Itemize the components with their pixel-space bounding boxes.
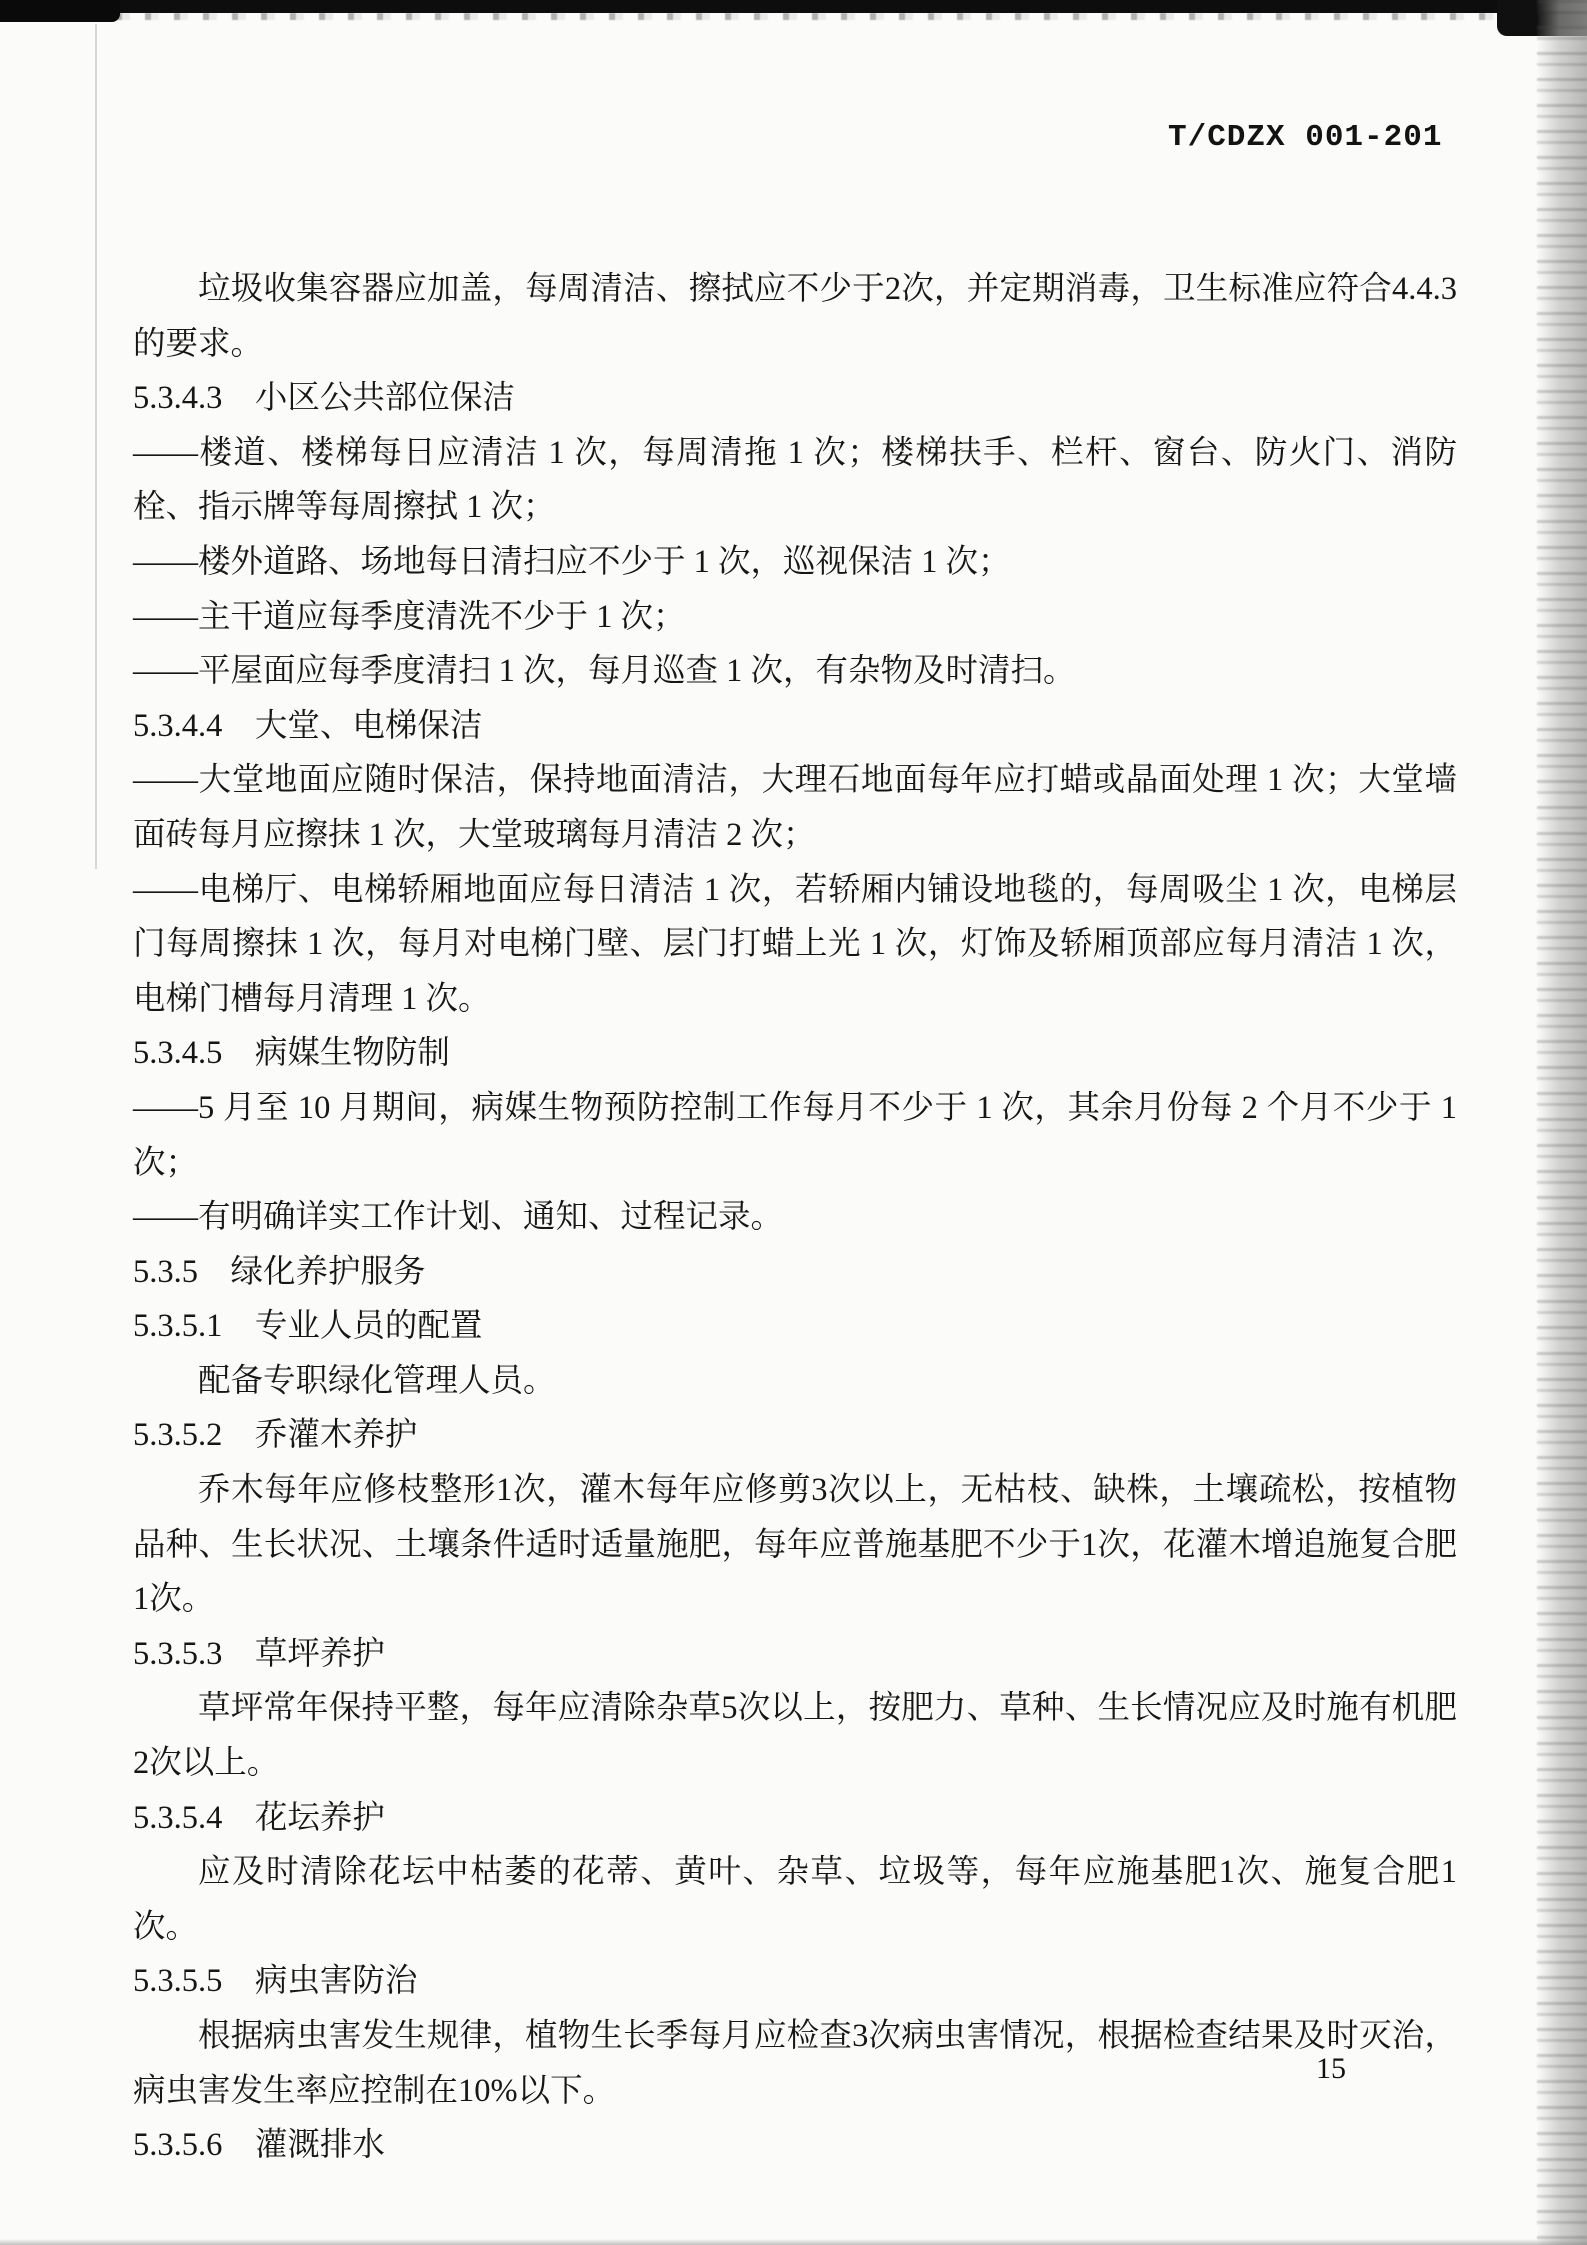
document-body bbox=[133, 262, 1457, 2173]
paragraph: 垃圾收集容器应加盖，每周清洁、擦拭应不少于2次，并定期消毒，卫生标准应符合4.4.3的要求。 bbox=[133, 271, 1457, 362]
paragraph: 应及时清除花坛中枯萎的花蒂、黄叶、杂草、垃圾等，每年应施基肥1次、施复合肥1次。 bbox=[133, 1854, 1457, 1945]
section-heading: 5.3.4.3 小区公共部位保洁 bbox=[133, 380, 515, 417]
paragraph: 配备专职绿化管理人员。 bbox=[198, 1362, 556, 1399]
section-heading: 5.3.5.2 乔灌木养护 bbox=[133, 1417, 418, 1454]
section-heading: 5.3.5.1 专业人员的配置 bbox=[133, 1308, 483, 1345]
section-heading: 5.3.5.6 灌溉排水 bbox=[133, 2127, 385, 2164]
paragraph: ——电梯厅、电梯轿厢地面应每日清洁 1 次，若轿厢内铺设地毯的，每周吸尘 1 次，电梯层门每周擦抹 1 次，每月对电梯门壁、层门打蜡上光 1 次，灯饰及轿厢顶部应每月清洁 1 次，电梯门槽每月清理 1 次。 bbox=[133, 871, 1457, 1017]
scan-top-left-corner-mark bbox=[0, 0, 120, 22]
paragraph: ——5 月至 10 月期间，病媒生物预防控制工作每月不少于 1 次，其余月份每 2 个月不少于 1 次； bbox=[133, 1089, 1457, 1181]
scan-right-edge-band bbox=[1537, 0, 1587, 2245]
page-number: 15 bbox=[1316, 2052, 1346, 2085]
paragraph: ——平屋面应每季度清扫 1 次，每月巡查 1 次，有杂物及时清扫。 bbox=[133, 653, 1076, 690]
paragraph: ——楼道、楼梯每日应清洁 1 次，每周清拖 1 次；楼梯扶手、栏杆、窗台、防火门、消防栓、指示牌等每周擦拭 1 次； bbox=[133, 434, 1457, 526]
section-heading: 5.3.5 绿化养护服务 bbox=[133, 1253, 426, 1290]
standard-number: T/CDZX 001-201 bbox=[1168, 120, 1443, 155]
paragraph: ——楼外道路、场地每日清扫应不少于 1 次，巡视保洁 1 次； bbox=[133, 543, 1011, 580]
scan-fold-line bbox=[95, 24, 97, 869]
section-heading: 5.3.4.5 病媒生物防制 bbox=[133, 1035, 450, 1072]
paragraph: ——有明确详实工作计划、通知、过程记录。 bbox=[133, 1199, 784, 1236]
paragraph: 草坪常年保持平整，每年应清除杂草5次以上，按肥力、草种、生长情况应及时施有机肥2次以上。 bbox=[133, 1690, 1457, 1782]
section-heading: 5.3.4.4 大堂、电梯保洁 bbox=[133, 707, 483, 744]
paragraph: ——大堂地面应随时保洁，保持地面清洁，大理石地面每年应打蜡或晶面处理 1 次；大堂墙面砖每月应擦抹 1 次，大堂玻璃每月清洁 2 次； bbox=[133, 762, 1457, 853]
paragraph: 乔木每年应修枝整形1次，灌木每年应修剪3次以上，无枯枝、缺株，土壤疏松，按植物品种、生长状况、土壤条件适时适量施肥，每年应普施基肥不少于1次，花灌木增追施复合肥1次。 bbox=[133, 1472, 1457, 1618]
paragraph: ——主干道应每季度清洗不少于 1 次； bbox=[133, 598, 686, 635]
scan-bottom-edge bbox=[0, 2239, 1587, 2245]
paragraph: 根据病虫害发生规律，植物生长季每月应检查3次病虫害情况，根据检查结果及时灭治，病虫害发生率应控制在10%以下。 bbox=[133, 2018, 1457, 2109]
section-heading: 5.3.5.4 花坛养护 bbox=[133, 1799, 385, 1836]
section-heading: 5.3.5.3 草坪养护 bbox=[133, 1635, 385, 1672]
section-heading: 5.3.5.5 病虫害防治 bbox=[133, 1963, 418, 2000]
scan-top-edge bbox=[0, 0, 1587, 13]
